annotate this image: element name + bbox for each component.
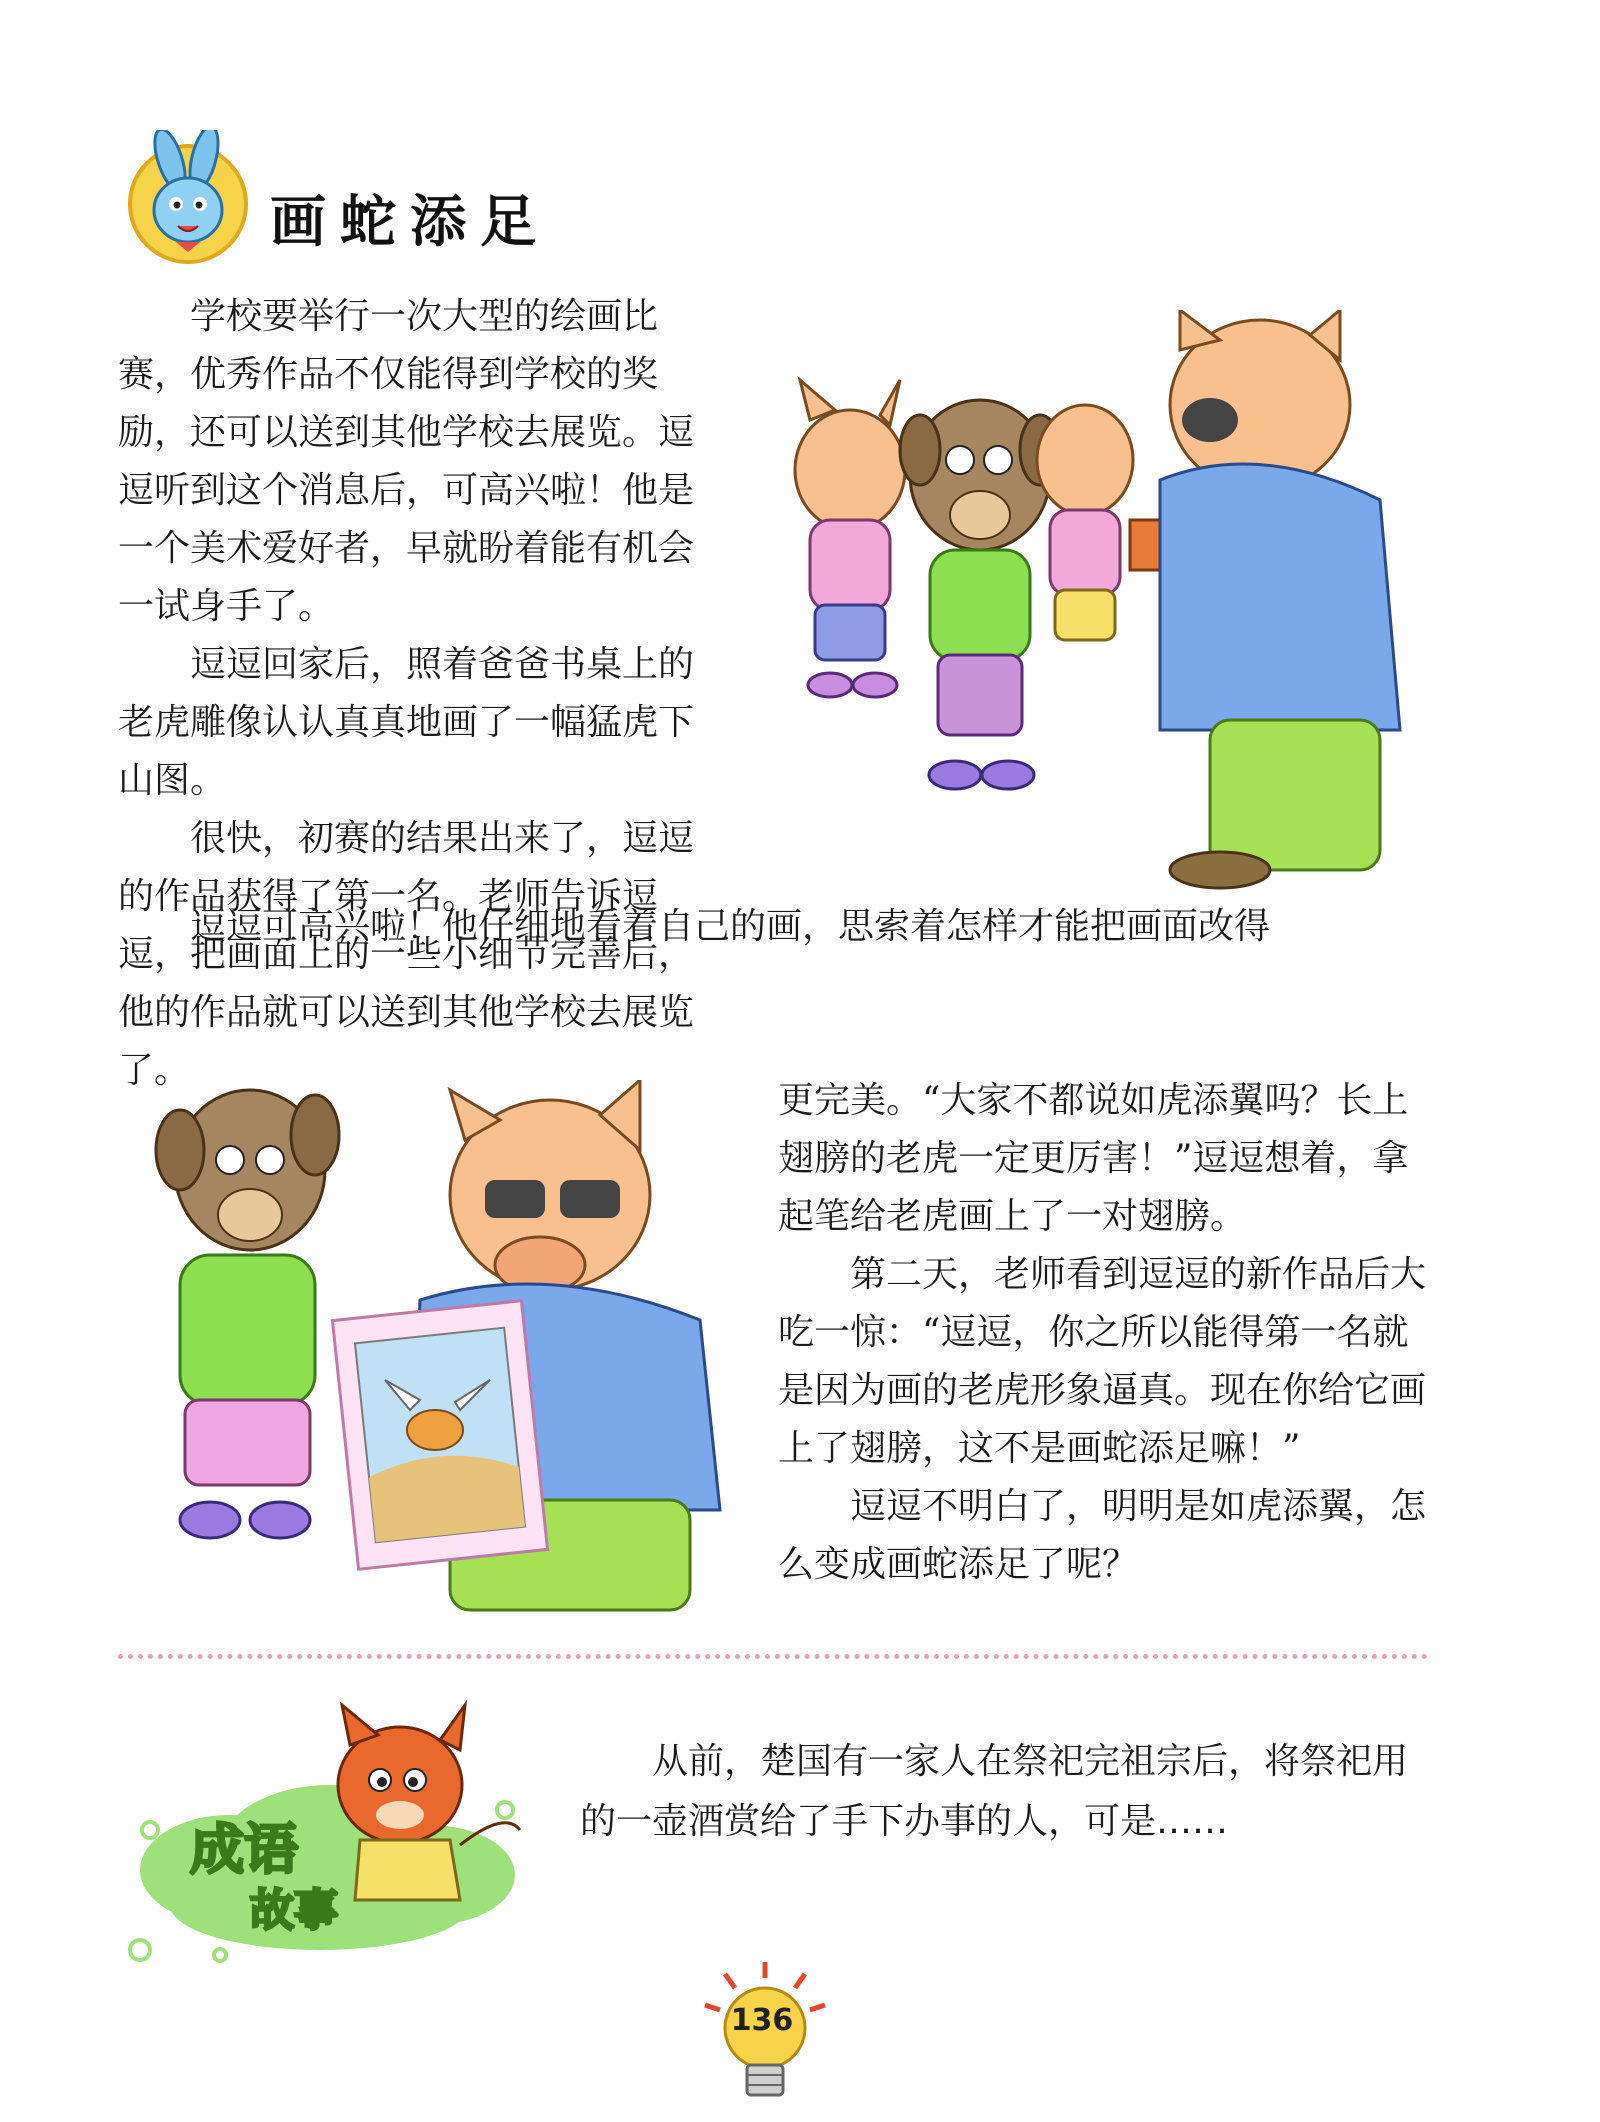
story-paragraph: 第二天，老师看到逗逗的新作品后大吃一惊：“逗逗，你之所以能得第一名就是因为画的老虎形象逼真。现在你给它画上了翅膀，这不是画蛇添足嘛！” bbox=[778, 1254, 1427, 1469]
page-number: 136 bbox=[730, 2003, 794, 2038]
story-column-right bbox=[778, 1072, 1428, 1594]
illustration-award-ceremony bbox=[740, 310, 1410, 890]
winged-tiger-icon bbox=[407, 1410, 463, 1450]
story-paragraph: 逗逗可高兴啦！他仔细地看着自己的画，思索着怎样才能把画面改得 bbox=[190, 906, 1271, 947]
illustration-showing-painting bbox=[120, 1080, 740, 1640]
pig-teacher-icon bbox=[1160, 310, 1400, 888]
idiom-badge-line2: 故事 bbox=[250, 1885, 338, 1936]
idiom-story-badge bbox=[110, 1700, 550, 1970]
idiom-story-text bbox=[580, 1732, 1430, 1852]
story-paragraph: 逗逗回家后，照着爸爸书桌上的老虎雕像认认真真地画了一幅猛虎下山图。 bbox=[118, 644, 695, 801]
section-divider bbox=[118, 1654, 1428, 1659]
rabbit-mascot-icon bbox=[118, 130, 258, 270]
story-column-left bbox=[118, 288, 698, 1100]
painting-frame-icon bbox=[332, 1301, 547, 1569]
story-title: 画蛇添足 bbox=[270, 190, 550, 255]
idiom-badge-line1: 成语 bbox=[190, 1818, 298, 1881]
story-paragraph: 逗逗不明白了，明明是如虎添翼，怎么变成画蛇添足了呢？ bbox=[778, 1486, 1427, 1585]
story-paragraph: 更完美。“大家不都说如虎添翼吗？长上翅膀的老虎一定更厉害！”逗逗想着，拿起笔给老虎画上了一对翅膀。 bbox=[778, 1080, 1409, 1237]
story-paragraph: 很快，初赛的结果出来了，逗逗的作品获得了第一名。老师告诉逗逗，把画面上的一些小细节完善后，他的作品就可以送到其他学校去展览了。 bbox=[118, 818, 695, 1091]
idiom-story-paragraph: 从前，楚国有一家人在祭祀完祖宗后，将祭祀用的一壶酒赏给了手下办事的人，可是…… bbox=[580, 1741, 1409, 1842]
small-character-left-icon bbox=[795, 380, 905, 697]
small-character-right-icon bbox=[1037, 405, 1133, 640]
story-paragraph: 学校要举行一次大型的绘画比赛，优秀作品不仅能得到学校的奖励，还可以送到其他学校去展览。逗逗听到这个消息后，可高兴啦！他是一个美术爱好者，早就盼着能有机会一试身手了。 bbox=[118, 296, 695, 627]
dog-character-icon bbox=[156, 1090, 339, 1538]
story-line-full bbox=[118, 898, 1428, 956]
